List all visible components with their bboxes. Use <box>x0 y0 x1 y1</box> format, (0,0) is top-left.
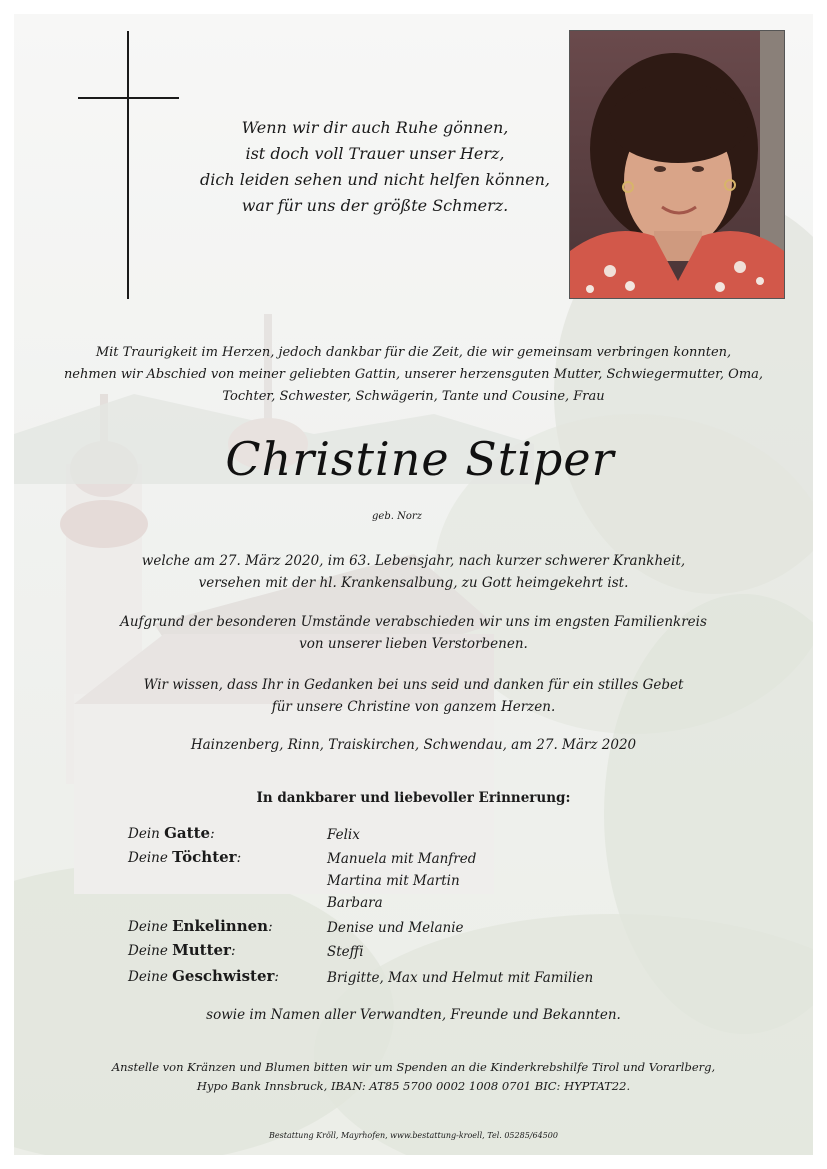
place-date-text: Hainzenberg, Rinn, Traiskirchen, Schwendau, am 27. März 2020 <box>190 737 637 753</box>
cross-vertical-bar <box>127 31 129 299</box>
thanks-line: für unsere Christine von ganzem Herzen. <box>271 699 556 715</box>
mourners-heading: In dankbarer und liebevoller Erinnerung: <box>256 790 571 806</box>
mourner-label: Dein Gatte: <box>128 824 215 842</box>
intro-text <box>40 342 787 408</box>
mourner-names <box>327 848 476 914</box>
poem-line: Wenn wir dir auch Ruhe gönnen, <box>241 118 509 137</box>
mourner-row <box>128 967 768 989</box>
poem-line: ist doch voll Trauer unser Herz, <box>245 144 505 163</box>
mourner-prefix: Deine <box>128 850 168 866</box>
mourner-name: Brigitte, Max und Helmut mit Familien <box>327 970 594 986</box>
mourner-names <box>327 967 593 989</box>
donation-line: Anstelle von Kränzen und Blumen bitten wir um Spenden an die Kinderkrebshilfe Tirol und Vorarlberg, <box>111 1060 716 1074</box>
thanks-text <box>60 674 767 718</box>
death-notice-line: versehen mit der hl. Krankensalbung, zu Gott heimgekehrt ist. <box>198 575 629 591</box>
birth-name: geb. Norz <box>372 511 422 522</box>
mourner-row <box>128 941 768 963</box>
deceased-name: Christine Stiper <box>225 432 615 486</box>
cross-horizontal-bar <box>78 97 179 99</box>
intro-line: nehmen wir Abschied von meiner geliebten Gattin, unserer herzensguten Mutter, Schwiegermutter, Oma, <box>63 367 764 382</box>
mourner-label: Deine Mutter: <box>128 941 236 959</box>
poem-line: dich leiden sehen und nicht helfen können, <box>200 170 550 189</box>
mourner-prefix: Dein <box>128 826 160 842</box>
mourner-names <box>327 917 464 939</box>
mourner-label: Deine Geschwister: <box>128 967 279 985</box>
mourner-name: Martina mit Martin <box>327 873 460 889</box>
mourner-row <box>128 824 768 846</box>
mourner-prefix: Deine <box>128 969 168 985</box>
mourner-role: Enkelinnen <box>172 917 269 935</box>
mourner-label: Deine Töchter: <box>128 848 242 866</box>
mourner-name: Barbara <box>327 895 383 911</box>
closing-text <box>60 1004 767 1026</box>
intro-line: Mit Traurigkeit im Herzen, jedoch dankbar für die Zeit, die wir gemeinsam verbringen konnten, <box>95 345 732 360</box>
place-date <box>60 734 767 756</box>
memorial-poem <box>200 115 550 219</box>
mourner-name: Denise und Melanie <box>327 920 464 936</box>
mourner-name: Felix <box>327 827 360 843</box>
donation-line: Hypo Bank Innsbruck, IBAN: AT85 5700 0002 1008 0701 BIC: HYPTAT22. <box>196 1079 631 1093</box>
death-notice-line: welche am 27. März 2020, im 63. Lebensjahr, nach kurzer schwerer Krankheit, <box>141 553 686 569</box>
farewell-line: Aufgrund der besonderen Umstände verabschieden wir uns im engsten Familienkreis <box>120 614 707 630</box>
intro-line: Tochter, Schwester, Schwägerin, Tante und Cousine, Frau <box>222 389 605 404</box>
farewell-line: von unserer lieben Verstorbenen. <box>299 636 528 652</box>
funeral-home-footer: Bestattung Kröll, Mayrhofen, www.bestattung-kroell, Tel. 05285/64500 <box>269 1131 558 1140</box>
poem-line: war für uns der größte Schmerz. <box>241 196 509 215</box>
mourner-name: Manuela mit Manfred <box>327 851 477 867</box>
closing-line: sowie im Namen aller Verwandten, Freunde und Bekannten. <box>206 1007 621 1023</box>
mourner-role: Geschwister <box>172 967 275 985</box>
mourner-names <box>327 824 360 846</box>
mourner-role: Gatte <box>164 824 211 842</box>
mourner-prefix: Deine <box>128 919 168 935</box>
thanks-line: Wir wissen, dass Ihr in Gedanken bei uns seid und danken für ein stilles Gebet <box>143 677 684 693</box>
death-notice <box>60 550 767 594</box>
mourner-row <box>128 917 768 939</box>
farewell-text <box>60 611 767 655</box>
mourner-role: Töchter <box>172 848 237 866</box>
mourner-label: Deine Enkelinnen: <box>128 917 273 935</box>
mourner-prefix: Deine <box>128 943 168 959</box>
mourner-name: Steffi <box>327 944 364 960</box>
portrait-photo <box>569 30 785 299</box>
mourner-names <box>327 941 364 963</box>
mourner-row <box>128 848 768 911</box>
donation-request <box>40 1058 787 1096</box>
mourner-role: Mutter <box>172 941 231 959</box>
